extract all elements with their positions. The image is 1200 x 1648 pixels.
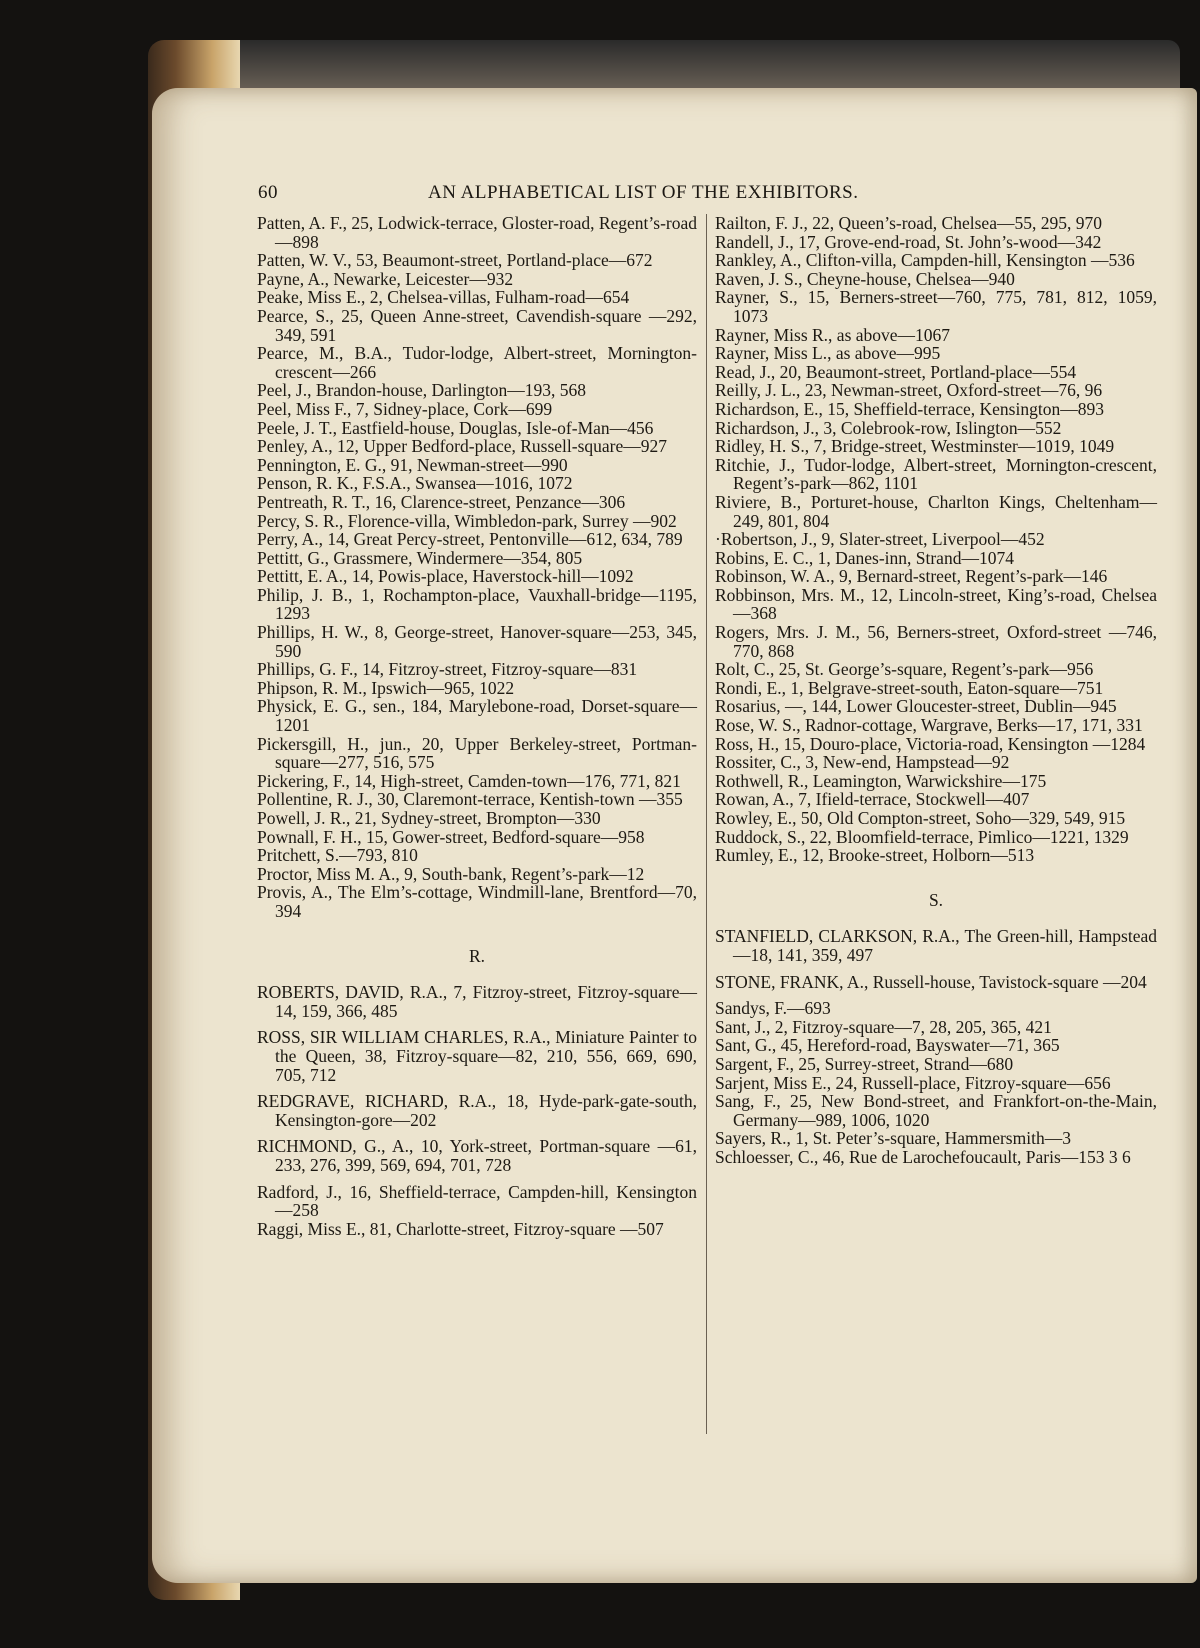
exhibitor-entry: Rayner, S., 15, Berners-street—760, 775, 781, 812, 1059, 1073	[715, 287, 1157, 326]
exhibitor-entry: Phillips, G. F., 14, Fitzroy-street, Fitzroy-square—831	[257, 659, 638, 680]
academician-entry: ROBERTS, DAVID, R.A., 7, Fitzroy-street, Fitzroy-square—14, 159, 366, 485	[257, 982, 697, 1021]
exhibitor-entry: Sayers, R., 1, St. Peter’s-square, Hammersmith—3	[715, 1128, 1071, 1149]
exhibitor-entry: Peele, J. T., Eastfield-house, Douglas, Isle-of-Man—456	[257, 417, 654, 438]
academician-entry: REDGRAVE, RICHARD, R.A., 18, Hyde-park-gate-south, Kensington-gore—202	[257, 1091, 697, 1130]
exhibitor-entry: Railton, F. J., 22, Queen’s-road, Chelsea—55, 295, 970	[715, 213, 1102, 233]
exhibitor-entry: Rowley, E., 50, Old Compton-street, Soho—329, 549, 915	[715, 808, 1126, 828]
exhibitor-entry: Riviere, B., Porturet-house, Charlton Kings, Cheltenham—249, 801, 804	[715, 491, 1157, 531]
academician-entry: ROSS, SIR WILLIAM CHARLES, R.A., Miniature Painter to the Queen, 38, Fitzroy-square—82, 210, 556, 669, 690, 705, 712	[257, 1027, 697, 1085]
exhibitor-entry: Pettitt, E. A., 14, Powis-place, Haverstock-hill—1092	[257, 566, 634, 587]
exhibitor-entry: Raven, J. S., Cheyne-house, Chelsea—940	[715, 268, 1015, 289]
exhibitor-entry: Proctor, Miss M. A., 9, South-bank, Regent’s-park—12	[257, 863, 645, 884]
exhibitor-entry: Powell, J. R., 21, Sydney-street, Brompton—330	[257, 808, 601, 828]
exhibitor-entry: Phillips, H. W., 8, George-street, Hanover-square—253, 345, 590	[257, 622, 697, 661]
exhibitor-entry: Pollentine, R. J., 30, Claremont-terrace, Kentish-town —355	[257, 789, 683, 810]
exhibitor-entry: Patten, A. F., 25, Lodwick-terrace, Gloster-road, Regent’s-road—898	[257, 213, 697, 252]
page-number: 60	[258, 182, 278, 203]
exhibitor-entry: Pennington, E. G., 91, Newman-street—990	[257, 454, 568, 475]
right-column	[715, 214, 1157, 1167]
exhibitor-entry: Richardson, E., 15, Sheffield-terrace, Kensington—893	[715, 398, 1104, 419]
exhibitor-entry: Pickersgill, H., jun., 20, Upper Berkeley-street, Portman-square—277, 516, 575	[257, 733, 697, 773]
exhibitor-entry: Peake, Miss E., 2, Chelsea-villas, Fulham-road—654	[257, 287, 630, 308]
exhibitor-entry: Pownall, F. H., 15, Gower-street, Bedford-square—958	[257, 826, 645, 847]
academician-entry: STONE, FRANK, A., Russell-house, Tavistock-square —204	[715, 971, 1147, 992]
exhibitor-entry: Randell, J., 17, Grove-end-road, St. John’s-wood—342	[715, 231, 1102, 252]
exhibitor-entry: Ritchie, J., Tudor-lodge, Albert-street, Mornington-crescent, Regent’s-park—862, 1101	[715, 454, 1157, 494]
left-entries-after-list	[257, 1183, 697, 1239]
exhibitor-entry: Sargent, F., 25, Surrey-street, Strand—680	[715, 1053, 1014, 1074]
exhibitor-entry: Ridley, H. S., 7, Bridge-street, Westminster—1019, 1049	[715, 436, 1115, 457]
exhibitor-entry: Pickering, F., 14, High-street, Camden-town—176, 771, 821	[257, 770, 681, 791]
right-academicians-list	[715, 927, 1157, 991]
exhibitor-entry: Pettitt, G., Grassmere, Windermere—354, 805	[257, 547, 583, 568]
exhibitor-entry: ·Robertson, J., 9, Slater-street, Liverpool—452	[715, 529, 1045, 550]
left-column	[257, 214, 697, 1238]
right-entries-list	[715, 214, 1157, 865]
exhibitor-entry: Pearce, M., B.A., Tudor-lodge, Albert-street, Mornington-crescent—266	[257, 343, 697, 382]
exhibitor-entry: Rossiter, C., 3, New-end, Hampstead—92	[715, 752, 1010, 773]
section-heading-r: R.	[468, 945, 486, 966]
academician-entry: RICHMOND, G., A., 10, York-street, Portman-square —61, 233, 276, 399, 569, 694, 701, 728	[257, 1136, 697, 1175]
exhibitor-entry: Penley, A., 12, Upper Bedford-place, Russell-square—927	[257, 436, 668, 457]
exhibitor-entry: Rowan, A., 7, Ifield-terrace, Stockwell—407	[715, 789, 1030, 810]
exhibitor-entry: Pritchett, S.—793, 810	[257, 845, 418, 866]
column-divider	[706, 214, 707, 1434]
exhibitor-entry: Reilly, J. L., 23, Newman-street, Oxford-street—76, 96	[715, 380, 1103, 401]
left-entries-list	[257, 214, 697, 921]
exhibitor-entry: Sandys, F.—693	[715, 998, 831, 1019]
exhibitor-entry: Philip, J. B., 1, Rochampton-place, Vauxhall-bridge—1195, 1293	[257, 584, 697, 624]
exhibitor-entry: Rose, W. S., Radnor-cottage, Wargrave, Berks—17, 171, 331	[715, 715, 1143, 736]
exhibitor-entry: Robins, E. C., 1, Danes-inn, Strand—1074	[715, 547, 1014, 568]
exhibitor-entry: Rayner, Miss R., as above—1067	[715, 324, 951, 345]
exhibitor-entry: Schloesser, C., 46, Rue de Larochefoucault, Paris—153 3 6	[715, 1146, 1131, 1167]
exhibitor-entry: Perry, A., 14, Great Percy-street, Pentonville—612, 634, 789	[257, 529, 683, 550]
exhibitor-entry: Peel, Miss F., 7, Sidney-place, Cork—699	[257, 398, 553, 419]
section-heading-s: S.	[928, 889, 944, 910]
exhibitor-entry: Richardson, J., 3, Colebrook-row, Islington—552	[715, 417, 1062, 438]
right-entries-after-list	[715, 999, 1157, 1166]
exhibitor-entry: Sang, F., 25, New Bond-street, and Frankfort-on-the-Main, Germany—989, 1006, 1020	[715, 1091, 1157, 1130]
exhibitor-entry: Rayner, Miss L., as above—995	[715, 343, 941, 364]
exhibitor-entry: Rothwell, R., Leamington, Warwickshire—175	[715, 770, 1047, 791]
exhibitor-entry: Robbinson, Mrs. M., 12, Lincoln-street, King’s-road, Chelsea—368	[715, 584, 1157, 624]
exhibitor-entry: Rosarius, —, 144, Lower Gloucester-street, Dublin—945	[715, 696, 1117, 717]
exhibitor-entry: Phipson, R. M., Ipswich—965, 1022	[257, 677, 515, 698]
exhibitor-entry: Pearce, S., 25, Queen Anne-street, Cavendish-square —292, 349, 591	[257, 305, 697, 345]
exhibitor-entry: Percy, S. R., Florence-villa, Wimbledon-park, Surrey —902	[257, 510, 677, 531]
exhibitor-entry: Peel, J., Brandon-house, Darlington—193, 568	[257, 380, 587, 401]
exhibitor-entry: Patten, W. V., 53, Beaumont-street, Portland-place—672	[257, 250, 653, 271]
exhibitor-entry: Raggi, Miss E., 81, Charlotte-street, Fitzroy-square —507	[257, 1218, 664, 1239]
exhibitor-entry: Sant, J., 2, Fitzroy-square—7, 28, 205, 365, 421	[715, 1016, 1052, 1037]
exhibitor-entry: Payne, A., Newarke, Leicester—932	[257, 268, 514, 289]
exhibitor-entry: Rolt, C., 25, St. George’s-square, Regent’s-park—956	[715, 659, 1094, 680]
left-academicians-list	[257, 983, 697, 1174]
page-title: AN ALPHABETICAL LIST OF THE EXHIBITORS.	[428, 182, 859, 203]
exhibitor-entry: Radford, J., 16, Sheffield-terrace, Campden-hill, Kensington—258	[257, 1181, 697, 1221]
exhibitor-entry: Sant, G., 45, Hereford-road, Bayswater—71, 365	[715, 1035, 1060, 1056]
exhibitor-entry: Pentreath, R. T., 16, Clarence-street, Penzance—306	[257, 491, 626, 512]
exhibitor-entry: Provis, A., The Elm’s-cottage, Windmill-lane, Brentford—70, 394	[257, 882, 697, 921]
exhibitor-entry: Rogers, Mrs. J. M., 56, Berners-street, Oxford-street —746, 770, 868	[715, 622, 1157, 661]
exhibitor-entry: Physick, E. G., sen., 184, Marylebone-road, Dorset-square—1201	[257, 696, 697, 736]
exhibitor-entry: Penson, R. K., F.S.A., Swansea—1016, 1072	[257, 473, 573, 494]
exhibitor-entry: Ross, H., 15, Douro-place, Victoria-road, Kensington —1284	[715, 733, 1146, 754]
exhibitor-entry: Sarjent, Miss E., 24, Russell-place, Fitzroy-square—656	[715, 1072, 1111, 1093]
exhibitor-entry: Rumley, E., 12, Brooke-street, Holborn—513	[715, 845, 1035, 866]
exhibitor-entry: Rondi, E., 1, Belgrave-street-south, Eaton-square—751	[715, 677, 1104, 698]
exhibitor-entry: Robinson, W. A., 9, Bernard-street, Regent’s-park—146	[715, 566, 1108, 587]
exhibitor-entry: Read, J., 20, Beaumont-street, Portland-place—554	[715, 361, 1077, 382]
running-head	[258, 182, 978, 206]
exhibitor-entry: Rankley, A., Clifton-villa, Campden-hill, Kensington —536	[715, 250, 1135, 271]
academician-entry: STANFIELD, CLARKSON, R.A., The Green-hill, Hampstead—18, 141, 359, 497	[715, 926, 1157, 965]
exhibitor-entry: Ruddock, S., 22, Bloomfield-terrace, Pimlico—1221, 1329	[715, 826, 1129, 847]
